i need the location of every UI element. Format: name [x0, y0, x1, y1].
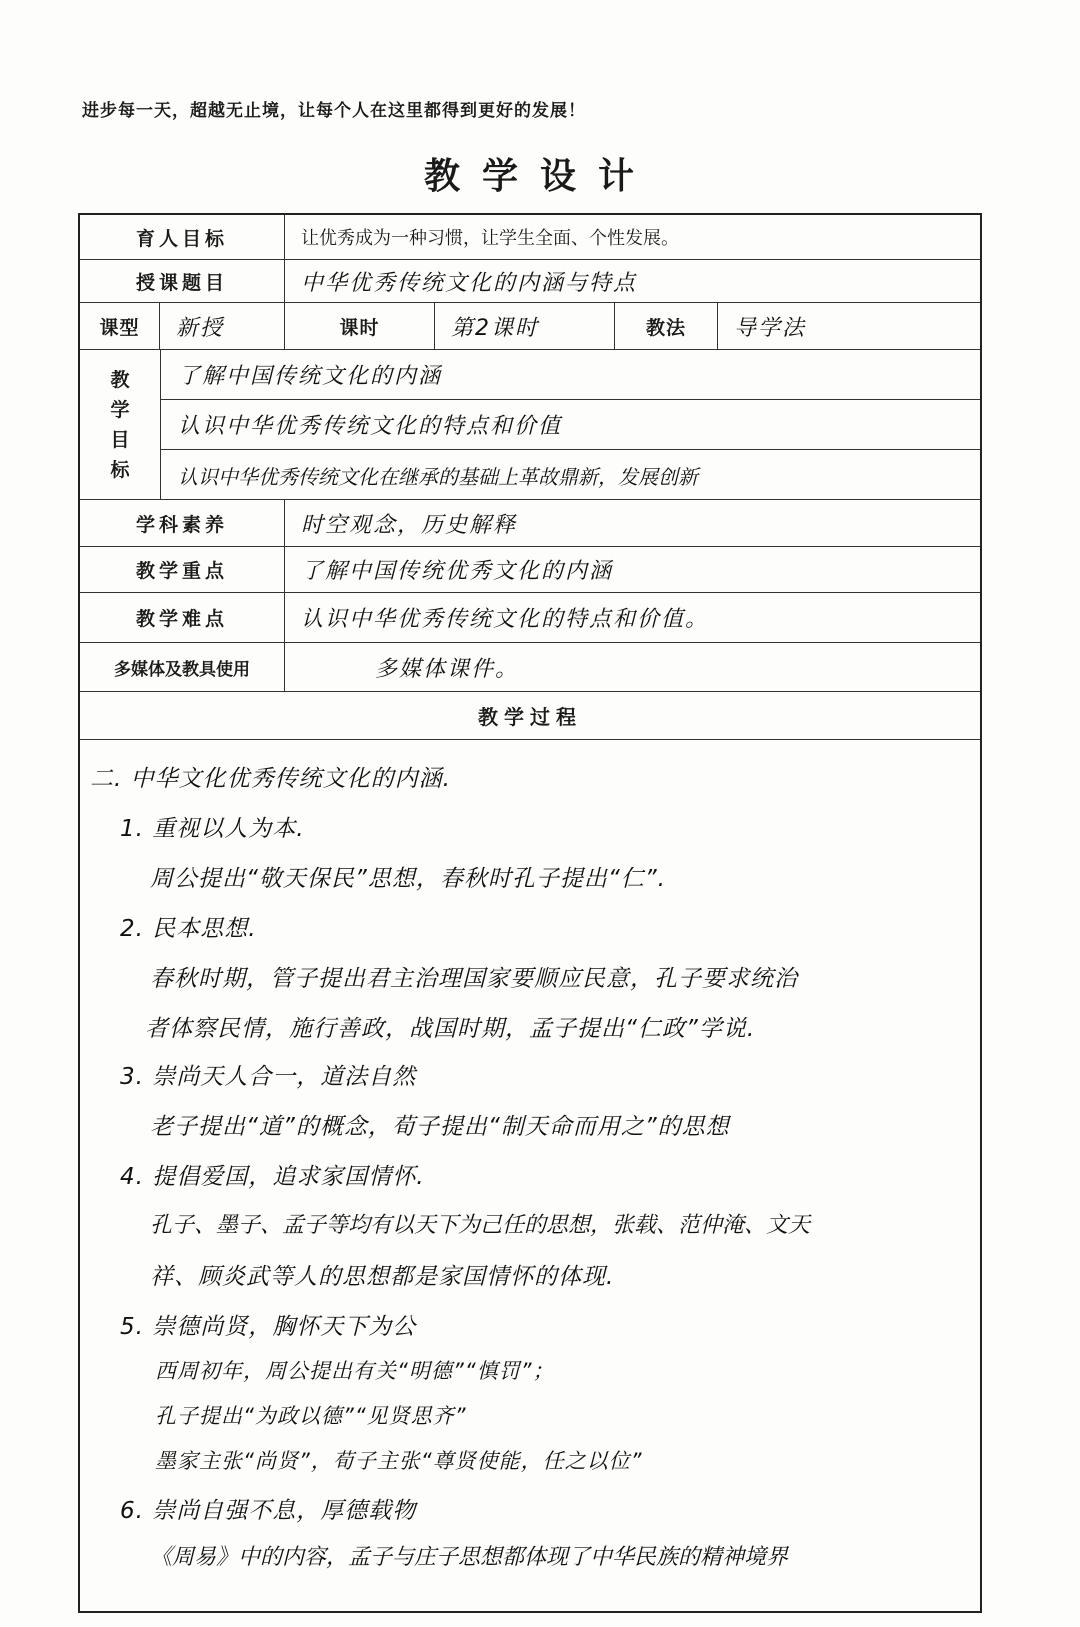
process-line: 6. 崇尚自强不息，厚德载物 — [120, 1498, 417, 1524]
process-line: 1. 重视以人为本. — [120, 816, 305, 842]
process-label: 教学过程 — [478, 705, 582, 729]
period-value: 第2课时 — [435, 303, 615, 349]
key-value: 了解中国传统优秀文化的内涵 — [301, 559, 614, 584]
goal-item: 认识中华优秀传统文化在继承的基础上革故鼎新，发展创新 — [178, 464, 698, 489]
row-media — [80, 643, 980, 692]
difficult-label: 教学难点 — [80, 593, 285, 642]
difficult-value: 认识中华优秀传统文化的特点和价值。 — [301, 607, 710, 632]
method-value: 导学法 — [734, 315, 807, 341]
topic-label: 授课题目 — [80, 260, 285, 302]
process-line: 老子提出“道”的概念，荀子提出“制天命而用之”的思想 — [150, 1114, 730, 1140]
goal-item: 认识中华优秀传统文化的特点和价值 — [160, 400, 980, 450]
literacy-label: 学科素养 — [80, 500, 285, 546]
process-line: 孔子提出“为政以德”“见贤思齐” — [155, 1404, 467, 1428]
row-goals — [80, 350, 980, 500]
type-value: 新授 — [160, 303, 285, 349]
key-label: 教学重点 — [80, 547, 285, 592]
method-label: 教法 — [615, 303, 718, 349]
page-title: 教学设计 — [423, 155, 656, 197]
row-literacy — [80, 500, 980, 547]
process-line: 3. 崇尚天人合一，道法自然 — [120, 1064, 417, 1090]
literacy-value: 时空观念，历史解释 — [301, 512, 518, 538]
lesson-table — [78, 213, 982, 1613]
process-line: 者体察民情，施行善政，战国时期，孟子提出“仁政”学说. — [145, 1016, 756, 1042]
row-topic — [80, 260, 980, 303]
period-label: 课时 — [285, 303, 435, 349]
row-key — [80, 547, 980, 593]
row-yuren — [80, 215, 980, 260]
media-label: 多媒体及教具使用 — [80, 643, 285, 691]
process-line: 祥、顾炎武等人的思想都是家国情怀的体现. — [150, 1264, 615, 1290]
process-line: 周公提出“敬天保民”思想，春秋时孔子提出“仁”. — [150, 866, 666, 892]
process-line: 墨家主张“尚贤”，荀子主张“尊贤使能，任之以位” — [155, 1449, 643, 1473]
type-label: 课型 — [80, 303, 160, 349]
topic-value: 中华优秀传统文化的内涵与特点 — [301, 270, 638, 296]
row-difficult — [80, 593, 980, 643]
process-line: 西周初年，周公提出有关“明德”“慎罚”； — [155, 1359, 555, 1383]
process-line: 孔子、墨子、孟子等均有以天下为己任的思想，张载、范仲淹、文天 — [150, 1213, 811, 1238]
goals-label: 教 学 目 标 — [80, 350, 161, 499]
row-process-header — [80, 692, 980, 740]
process-line: 《周易》中的内容，孟子与庄子思想都体现了中华民族的精神境界 — [150, 1545, 789, 1570]
process-line: 二. 中华文化优秀传统文化的内涵. — [90, 766, 451, 792]
yuren-label: 育人目标 — [80, 215, 285, 259]
goal-item: 了解中国传统文化的内涵 — [160, 350, 980, 400]
row-type — [80, 303, 980, 350]
process-line: 春秋时期，管子提出君主治理国家要顺应民意，孔子要求统治 — [150, 966, 798, 992]
process-line: 4. 提倡爱国，追求家国情怀. — [120, 1164, 425, 1190]
motto: 进步每一天，超越无止境，让每个人在这里都得到更好的发展！ — [82, 101, 586, 121]
process-line: 5. 崇德尚贤，胸怀天下为公 — [120, 1314, 417, 1340]
media-value: 多媒体课件。 — [375, 656, 520, 682]
process-line: 2. 民本思想. — [120, 916, 257, 942]
yuren-value: 让优秀成为一种习惯，让学生全面、个性发展。 — [301, 228, 679, 249]
